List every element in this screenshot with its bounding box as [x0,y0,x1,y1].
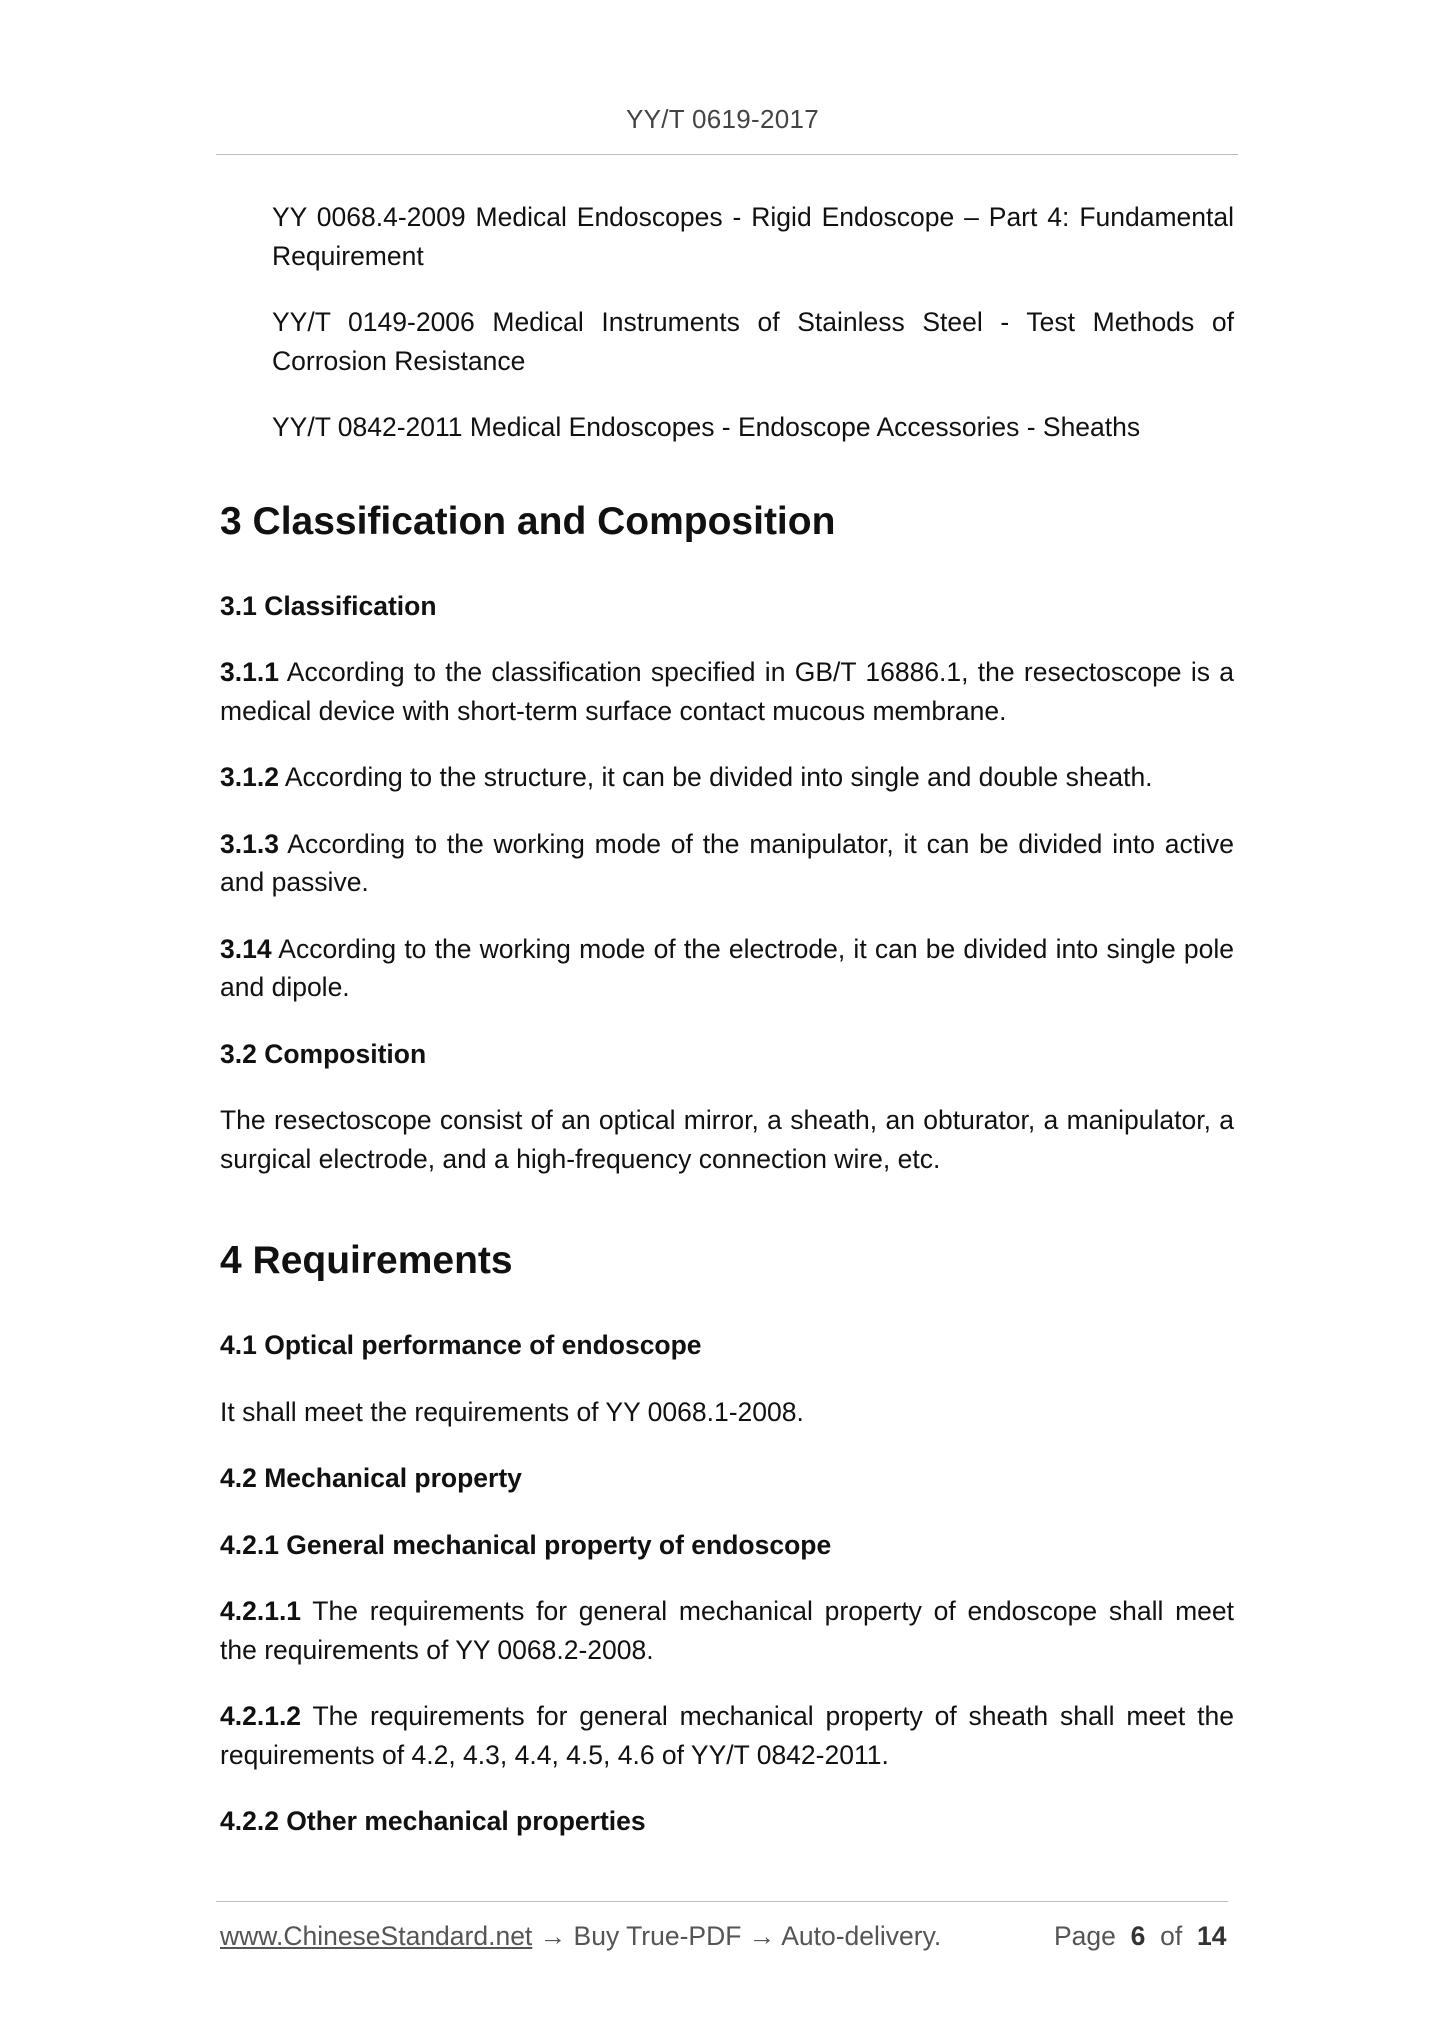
footer-promo [220,1916,941,1956]
buy-pdf-text: Buy True-PDF [573,1921,742,1951]
of-label: of [1160,1921,1183,1951]
subsection-4-1-heading: 4.1 Optical performance of endoscope [220,1330,702,1360]
section-3-heading: 3 Classification and Composition [220,499,836,543]
reference-item: YY/T 0149-2006 Medical Instruments of Stainless Steel - Test Methods of Corrosion Resistance [272,307,1234,376]
clause-number: 4.2.1.1 [220,1596,302,1626]
clause-4-2-1-2 [220,1697,1234,1774]
clause-text: According to the structure, it can be divided into single and double sheath. [278,762,1153,792]
clause-3-1-1 [220,653,1234,730]
clause-text: The requirements for general mechanical property of endoscope shall meet the requirements of YY 0068.2-2008. [220,1596,1234,1665]
clause-3-1-3 [220,825,1234,902]
clause-text: According to the classification specified in GB/T 16886.1, the resectoscope is a medical device with short-term surface contact mucous membrane. [220,657,1234,726]
document-code-header: YY/T 0619-2017 [625,104,820,134]
website-link[interactable]: www.ChineseStandard.net [220,1921,533,1951]
clause-number: 3.1.1 [220,657,279,687]
clause-3-1-4 [220,930,1234,1007]
clause-number: 3.14 [220,933,272,964]
clause-4-2-1-1 [220,1592,1234,1669]
subsection-4-2-heading: 4.2 Mechanical property [220,1463,522,1493]
page-content [220,198,1234,1869]
page-indicator [1054,1916,1226,1956]
reference-item: YY 0068.4-2009 Medical Endoscopes - Rigid Endoscope – Part 4: Fundamental Requirement [272,202,1234,271]
optical-performance-text: It shall meet the requirements of YY 0068.1-2008. [220,1396,804,1427]
auto-delivery-text: Auto-delivery. [781,1921,942,1951]
page-label: Page [1054,1921,1116,1951]
header-divider [216,154,1238,155]
subsection-4-2-1-heading: 4.2.1 General mechanical property of endoscope [220,1529,832,1560]
composition-text: The resectoscope consist of an optical mirror, a sheath, an obturator, a manipulator, a surgical electrode, and a high-frequency connection wire, etc. [220,1105,1234,1174]
arrow-right-icon: → [741,1921,782,1951]
total-pages-number: 14 [1196,1921,1227,1951]
section-4-heading: 4 Requirements [220,1239,513,1282]
clause-text: According to the working mode of the electrode, it can be divided into single pole and dipole. [220,933,1234,1002]
subsection-3-2-heading: 3.2 Composition [220,1038,427,1069]
clause-text: According to the working mode of the manipulator, it can be divided into active and passive. [220,828,1234,897]
subsection-3-1-heading: 3.1 Classification [220,590,437,621]
subsection-4-2-2-heading: 4.2.2 Other mechanical properties [220,1806,646,1836]
clause-text: The requirements for general mechanical property of sheath shall meet the requirements of 4.2, 4.3, 4.4, 4.5, 4.6 of YY/T 0842-2011. [220,1701,1234,1770]
arrow-right-icon: → [532,1921,574,1951]
clause-number: 3.1.2 [220,762,279,792]
current-page-number: 6 [1130,1921,1146,1951]
clause-number: 4.2.1.2 [220,1701,302,1731]
clause-number: 3.1.3 [220,828,279,859]
reference-item: YY/T 0842-2011 Medical Endoscopes - Endoscope Accessories - Sheaths [272,412,1141,442]
clause-3-1-2 [220,758,1234,797]
footer-divider [216,1901,1228,1902]
